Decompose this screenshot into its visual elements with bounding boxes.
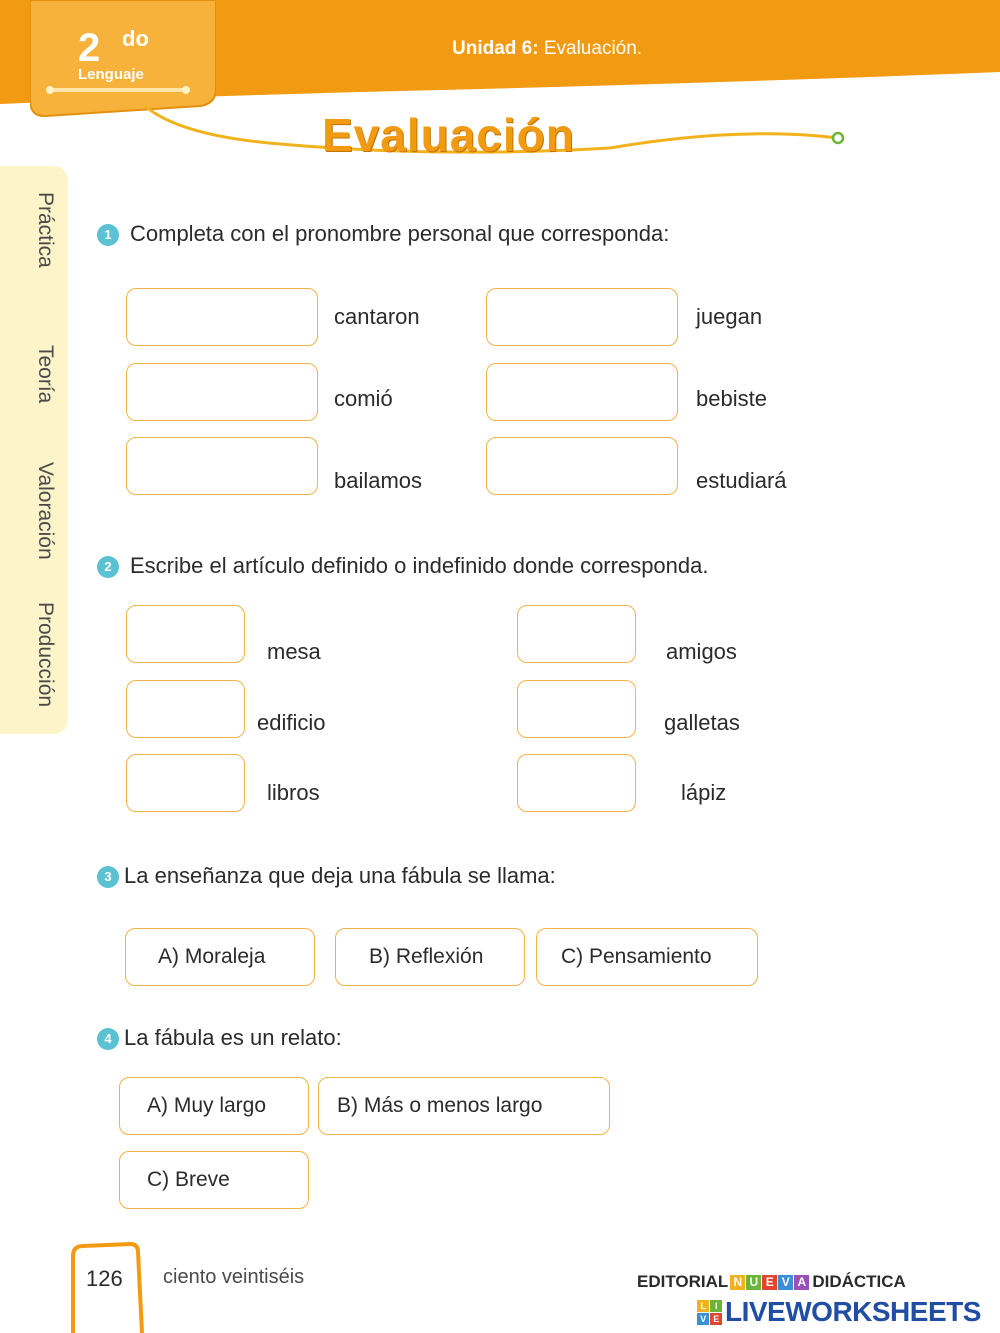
q2-answer-box-6[interactable]	[517, 754, 636, 812]
editorial-suffix: DIDÁCTICA	[812, 1272, 906, 1291]
q1-answer-box-4[interactable]	[486, 363, 678, 421]
q2-word: mesa	[267, 639, 321, 664]
unit-number: Unidad 6:	[452, 38, 539, 59]
grade-number: 2	[78, 26, 101, 70]
side-tab-practica: Práctica	[34, 192, 57, 268]
q2-answer-box-3[interactable]	[126, 680, 245, 738]
question-1-prompt: Completa con el pronombre personal que corresponda:	[130, 221, 670, 246]
q1-word: juegan	[696, 304, 763, 329]
q4-option-a[interactable]: A) Muy largo	[119, 1077, 309, 1135]
q2-word: edificio	[257, 710, 326, 735]
q1-word: comió	[334, 386, 393, 411]
side-tab-teoria: Teoría	[34, 345, 57, 404]
editorial-logo	[637, 1272, 906, 1292]
lw-block: V	[697, 1313, 709, 1325]
page-number-words: ciento veintiséis	[163, 1266, 305, 1288]
unit-heading	[452, 38, 642, 60]
q1-word: estudiará	[696, 468, 787, 493]
q3-option-a[interactable]: A) Moraleja	[125, 928, 315, 986]
liveworksheets-logo[interactable]	[697, 1296, 981, 1328]
q2-word: lápiz	[681, 780, 727, 805]
q3-option-c[interactable]: C) Pensamiento	[536, 928, 758, 986]
q1-answer-box-3[interactable]	[126, 363, 318, 421]
q4-option-b[interactable]: B) Más o menos largo	[318, 1077, 610, 1135]
side-tab-produccion: Producción	[34, 602, 57, 708]
page-title: Evaluación	[322, 109, 575, 161]
q2-word: galletas	[664, 710, 740, 735]
editorial-prefix: EDITORIAL	[637, 1272, 729, 1291]
lw-block: I	[710, 1300, 722, 1312]
subject-label: Lenguaje	[78, 66, 144, 83]
q2-answer-box-4[interactable]	[517, 680, 636, 738]
q2-answer-box-2[interactable]	[517, 605, 636, 663]
q1-word: cantaron	[334, 304, 420, 329]
nueva-block: A	[794, 1275, 809, 1290]
question-3-prompt: La enseñanza que deja una fábula se llama:	[124, 863, 556, 888]
q4-option-c[interactable]: C) Breve	[119, 1151, 309, 1209]
question-4-prompt: La fábula es un relato:	[124, 1025, 342, 1050]
page-number: 126	[86, 1266, 123, 1291]
q3-option-b[interactable]: B) Reflexión	[335, 928, 525, 986]
liveworksheets-text: LIVEWORKSHEETS	[725, 1296, 981, 1327]
q1-answer-box-6[interactable]	[486, 437, 678, 495]
side-tab-valoracion: Valoración	[34, 462, 57, 560]
q1-answer-box-1[interactable]	[126, 288, 318, 346]
lw-block: E	[710, 1313, 722, 1325]
q2-word: libros	[267, 780, 320, 805]
liveworksheets-icon	[697, 1300, 722, 1325]
q2-word: amigos	[666, 639, 737, 664]
question-2-prompt: Escribe el artículo definido o indefinido donde corresponda.	[130, 553, 709, 578]
q2-answer-box-1[interactable]	[126, 605, 245, 663]
nueva-block: V	[778, 1275, 793, 1290]
nueva-block: N	[730, 1275, 745, 1290]
lw-block: L	[697, 1300, 709, 1312]
q1-answer-box-2[interactable]	[486, 288, 678, 346]
unit-title: Evaluación.	[543, 38, 643, 59]
editorial-nueva-blocks	[730, 1275, 810, 1290]
q1-answer-box-5[interactable]	[126, 437, 318, 495]
question-2-number: 2	[97, 556, 119, 578]
question-3-number: 3	[97, 866, 119, 888]
q1-word: bebiste	[696, 386, 767, 411]
nueva-block: U	[746, 1275, 761, 1290]
q1-word: bailamos	[334, 468, 423, 493]
q2-answer-box-5[interactable]	[126, 754, 245, 812]
nueva-block: E	[762, 1275, 777, 1290]
question-1-number: 1	[97, 224, 119, 246]
question-4-number: 4	[97, 1028, 119, 1050]
grade-suffix: do	[122, 26, 149, 51]
